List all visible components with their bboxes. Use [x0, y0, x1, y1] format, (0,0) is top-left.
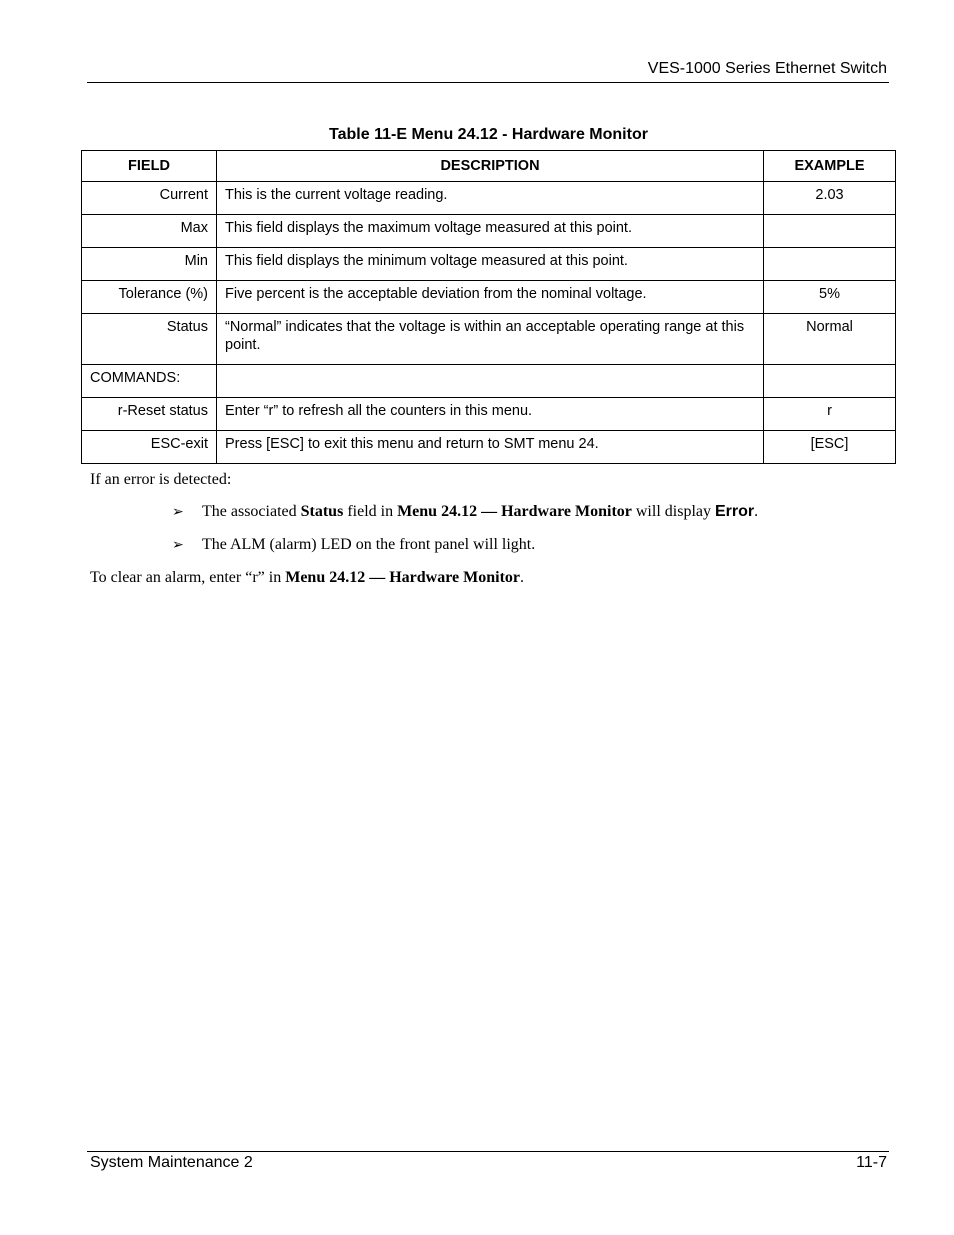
example-cell: [764, 365, 896, 398]
hardware-monitor-table: [81, 150, 896, 464]
example-cell: [764, 215, 896, 248]
error-intro-paragraph: If an error is detected:: [90, 471, 232, 488]
arrow-bullet-icon: ➢: [172, 505, 184, 520]
table-row: [82, 281, 896, 314]
table-row: [82, 365, 896, 398]
description-cell: This field displays the minimum voltage measured at this point.: [217, 248, 764, 281]
bullet-item-alarm-led: [172, 536, 535, 554]
table-row: [82, 248, 896, 281]
table-row: [82, 431, 896, 464]
table-row: [82, 182, 896, 215]
field-cell: Current: [82, 182, 217, 215]
table-caption: Table 11-E Menu 24.12 - Hardware Monitor: [329, 126, 648, 143]
description-cell: This field displays the maximum voltage measured at this point.: [217, 215, 764, 248]
bullet-text: The associated Status field in Menu 24.12 — Hardware Monitor will display Error.: [202, 503, 759, 520]
description-cell: Five percent is the acceptable deviation from the nominal voltage.: [217, 281, 764, 314]
running-header: VES-1000 Series Ethernet Switch: [647, 60, 887, 77]
bullet-text: The ALM (alarm) LED on the front panel will light.: [202, 536, 536, 553]
header-divider: [87, 82, 889, 83]
arrow-bullet-icon: ➢: [172, 538, 184, 553]
description-cell: Enter “r” to refresh all the counters in this menu.: [217, 398, 764, 431]
field-cell: r-Reset status: [82, 398, 217, 431]
menu-reference: Menu 24.12 — Hardware Monitor: [397, 503, 632, 520]
footer-divider: [87, 1151, 889, 1152]
footer-page-number: 11-7: [856, 1154, 887, 1171]
error-term: Error: [714, 503, 755, 520]
example-cell: [764, 248, 896, 281]
field-cell: Tolerance (%): [82, 281, 217, 314]
menu-reference: Menu 24.12 — Hardware Monitor: [285, 569, 521, 586]
description-cell: “Normal” indicates that the voltage is within an acceptable operating range at this point.: [217, 314, 764, 365]
column-header-description: DESCRIPTION: [217, 151, 764, 182]
field-cell: Max: [82, 215, 217, 248]
column-header-example: EXAMPLE: [764, 151, 896, 182]
status-term: Status: [300, 503, 344, 520]
clear-alarm-paragraph: To clear an alarm, enter “r” in Menu 24.12 — Hardware Monitor.: [90, 569, 525, 586]
table-header-row: [82, 151, 896, 182]
field-cell: Min: [82, 248, 217, 281]
column-header-field: FIELD: [82, 151, 217, 182]
field-cell: ESC-exit: [82, 431, 217, 464]
table-row: [82, 215, 896, 248]
example-cell: [ESC]: [764, 431, 896, 464]
field-cell: COMMANDS:: [82, 365, 217, 398]
description-cell: [217, 365, 764, 398]
description-cell: This is the current voltage reading.: [217, 182, 764, 215]
example-cell: Normal: [764, 314, 896, 365]
footer-chapter-title: System Maintenance 2: [90, 1154, 253, 1171]
example-cell: r: [764, 398, 896, 431]
description-cell: Press [ESC] to exit this menu and return to SMT menu 24.: [217, 431, 764, 464]
example-cell: 5%: [764, 281, 896, 314]
table-row: [82, 398, 896, 431]
bullet-item-status: [172, 503, 758, 521]
example-cell: 2.03: [764, 182, 896, 215]
table-row: [82, 314, 896, 365]
field-cell: Status: [82, 314, 217, 365]
